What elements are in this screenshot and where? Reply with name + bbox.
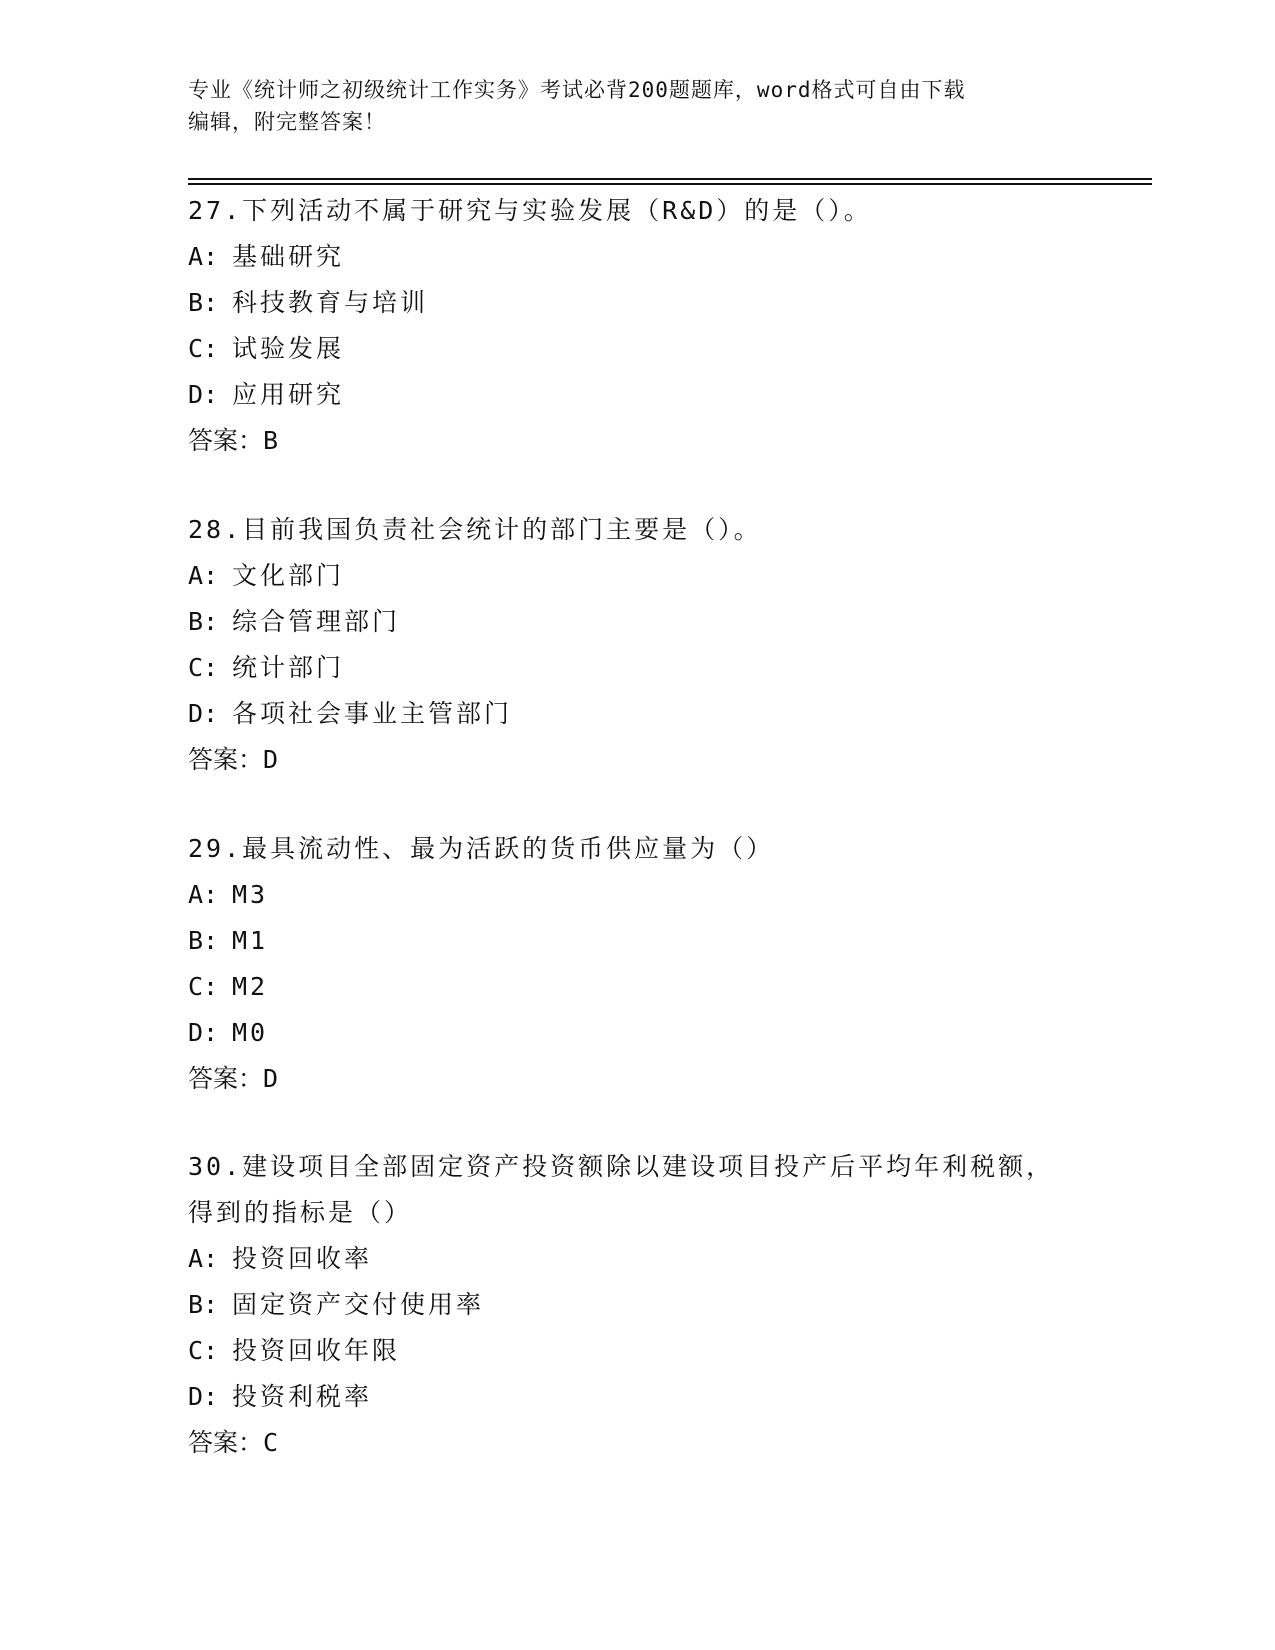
option-text: 综合管理部门: [232, 607, 401, 636]
option-letter: D:: [188, 699, 219, 728]
option-letter: B:: [188, 288, 219, 317]
option-text: 固定资产交付使用率: [232, 1290, 485, 1319]
question-title: 29.最具流动性、最为活跃的货币供应量为（）: [188, 834, 775, 863]
option-a: [188, 234, 1088, 280]
question-title-line-2: 得到的指标是（）: [188, 1198, 413, 1227]
option-b: [188, 1282, 1088, 1328]
option-text: 投资回收年限: [232, 1336, 401, 1365]
header-divider-bottom: [188, 183, 1152, 185]
question-30: [188, 1144, 1088, 1466]
option-letter: A:: [188, 1244, 219, 1273]
option-text: 科技教育与培训: [232, 288, 429, 317]
answer-label: 答案：: [188, 1064, 264, 1093]
option-text: 统计部门: [232, 653, 345, 682]
option-c: [188, 964, 1088, 1010]
option-c: [188, 1328, 1088, 1374]
question-29: [188, 826, 1088, 1102]
option-letter: B:: [188, 1290, 219, 1319]
option-b: [188, 280, 1088, 326]
header-line-1: 专业《统计师之初级统计工作实务》考试必背200题题库，word格式可自由下载: [188, 78, 966, 102]
option-letter: D:: [188, 1018, 219, 1047]
option-letter: A:: [188, 880, 219, 909]
option-letter: C:: [188, 334, 219, 363]
answer-line: [188, 1420, 1088, 1466]
answer-line: [188, 737, 1088, 783]
answer-label: 答案：: [188, 426, 264, 455]
document-header: [188, 74, 1088, 138]
header-line-2: 编辑，附完整答案！: [188, 110, 386, 134]
option-letter: A:: [188, 561, 219, 590]
question-28: [188, 507, 1088, 783]
question-title: 28.目前我国负责社会统计的部门主要是（）。: [188, 515, 762, 544]
option-text: M3: [232, 880, 269, 909]
option-letter: D:: [188, 380, 219, 409]
option-a: [188, 872, 1088, 918]
answer-value: B: [263, 426, 279, 455]
option-text: 各项社会事业主管部门: [232, 699, 513, 728]
option-text: M1: [232, 926, 269, 955]
answer-value: C: [263, 1428, 279, 1457]
option-letter: D:: [188, 1382, 219, 1411]
option-text: 文化部门: [232, 561, 345, 590]
option-b: [188, 918, 1088, 964]
option-text: 应用研究: [232, 380, 345, 409]
option-text: 投资利税率: [232, 1382, 373, 1411]
option-b: [188, 599, 1088, 645]
option-letter: A:: [188, 242, 219, 271]
option-text: 投资回收率: [232, 1244, 373, 1273]
header-divider-top: [188, 178, 1152, 180]
option-text: M2: [232, 972, 269, 1001]
option-text: 基础研究: [232, 242, 345, 271]
option-text: 试验发展: [232, 334, 345, 363]
option-d: [188, 691, 1088, 737]
question-27: [188, 188, 1088, 464]
option-d: [188, 372, 1088, 418]
option-d: [188, 1374, 1088, 1420]
option-letter: B:: [188, 926, 219, 955]
option-letter: C:: [188, 1336, 219, 1365]
option-letter: C:: [188, 972, 219, 1001]
option-letter: B:: [188, 607, 219, 636]
answer-label: 答案：: [188, 1428, 264, 1457]
answer-value: D: [263, 1064, 279, 1093]
option-text: M0: [232, 1018, 269, 1047]
option-a: [188, 553, 1088, 599]
option-letter: C:: [188, 653, 219, 682]
question-title-line-1: 30.建设项目全部固定资产投资额除以建设项目投产后平均年利税额，: [188, 1152, 1055, 1181]
option-c: [188, 326, 1088, 372]
option-d: [188, 1010, 1088, 1056]
option-a: [188, 1236, 1088, 1282]
question-title: 27.下列活动不属于研究与实验发展（R&D）的是（）。: [188, 196, 872, 225]
answer-line: [188, 418, 1088, 464]
option-c: [188, 645, 1088, 691]
answer-label: 答案：: [188, 745, 264, 774]
answer-line: [188, 1056, 1088, 1102]
answer-value: D: [263, 745, 279, 774]
